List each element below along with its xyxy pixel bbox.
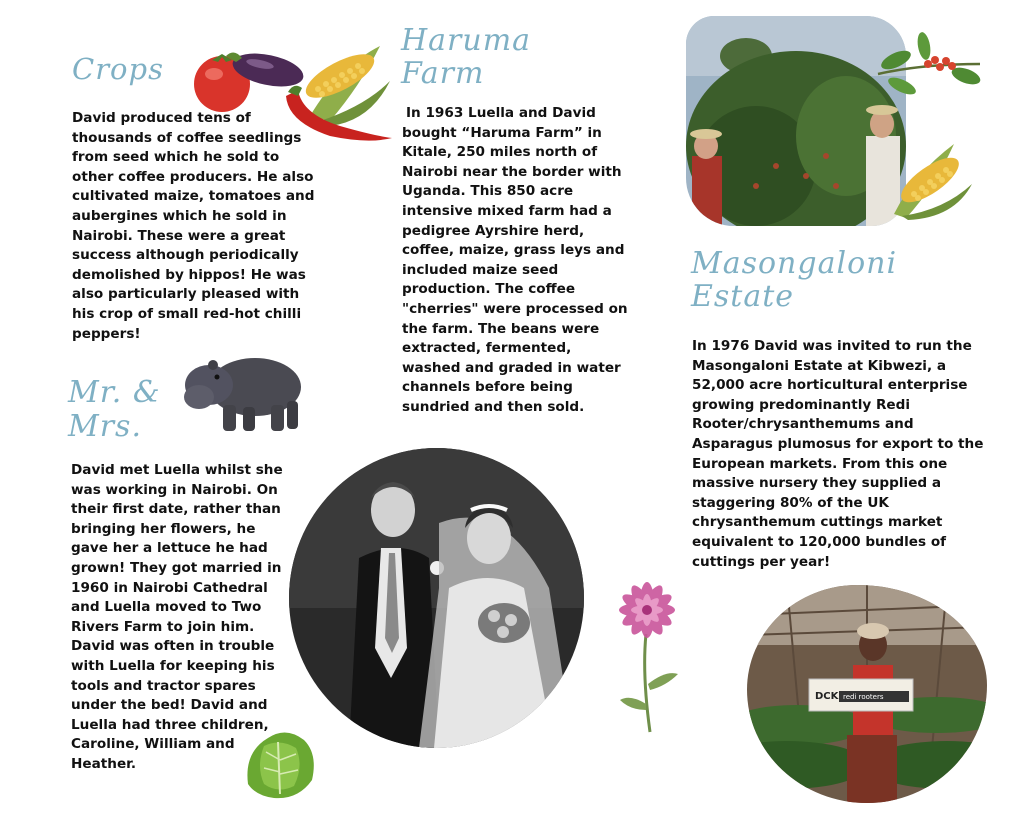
- box-brand-text: redi rooters: [843, 693, 884, 701]
- hippo-icon: [183, 343, 305, 435]
- wedding-photo: [289, 448, 584, 748]
- masongaloni-heading-line1: Masongaloni: [691, 246, 898, 281]
- masongaloni-text: In 1976 David was invited to run the Masongaloni Estate at Kibwezi, a 52,000 acre horticultural enterprise growing predominantly Redi Rooter/chrysanthemums and Asparagus plumosus for export to the European markets. From this one massive nursery they supplied a staggering 80% of the UK chrysanthemum cuttings market equivalent to 120,000 bundles of cuttings per year!: [692, 338, 984, 570]
- haruma-text: In 1963 Luella and David bought “Haruma Farm” in Kitale, 250 miles north of Nairobi near the border with Uganda. This 850 acre intensive mixed farm had a pedigree Ayrshire herd, coffee, maize, grass leys and included maize seed production. The coffee "cherries" were processed on the farm. The beans were extracted, fermented, washed and graded in water channels before being sundried and then sold.: [402, 105, 628, 415]
- mr-mrs-heading: [68, 375, 161, 444]
- mr-mrs-text: David met Luella whilst she was working in Nairobi. On their first date, rather than bringing her flowers, he gave her a lettuce he had grown! They got married in 1960 in Nairobi Cathedral and Luella moved to Two Rivers Farm to join him. David was often in trouble with Luella for keeping his tools and tractor spares under the bed! David and Luella had three children, Caroline, William and Heather.: [71, 462, 283, 772]
- nursery-photo: [747, 585, 987, 803]
- masongaloni-heading: [691, 246, 898, 314]
- haruma-heading-line2: Farm: [401, 56, 485, 91]
- crops-heading: Crops: [72, 52, 164, 86]
- maize-icon: [884, 134, 976, 220]
- box-label-text: DCK: [815, 691, 839, 702]
- masongaloni-heading-line2: Estate: [691, 279, 795, 314]
- chrysanthemum-icon: [606, 574, 688, 734]
- mr-mrs-heading-line1: Mr. &: [68, 375, 161, 410]
- haruma-heading-line1: Haruma: [401, 23, 532, 58]
- lettuce-icon: [242, 724, 318, 802]
- coffee-branch-icon: [872, 30, 984, 100]
- crops-text: David produced tens of thousands of coffee seedlings from seed which he sold to other coffee producers. He also cultivated maize, tomatoes and aubergines which he sold in Nairobi. These were a great success although periodically demolished by hippos! He was also particularly pleased with his crop of small red-hot chilli peppers!: [72, 110, 315, 342]
- haruma-heading: [401, 23, 532, 91]
- mr-mrs-heading-line2: Mrs.: [68, 409, 142, 444]
